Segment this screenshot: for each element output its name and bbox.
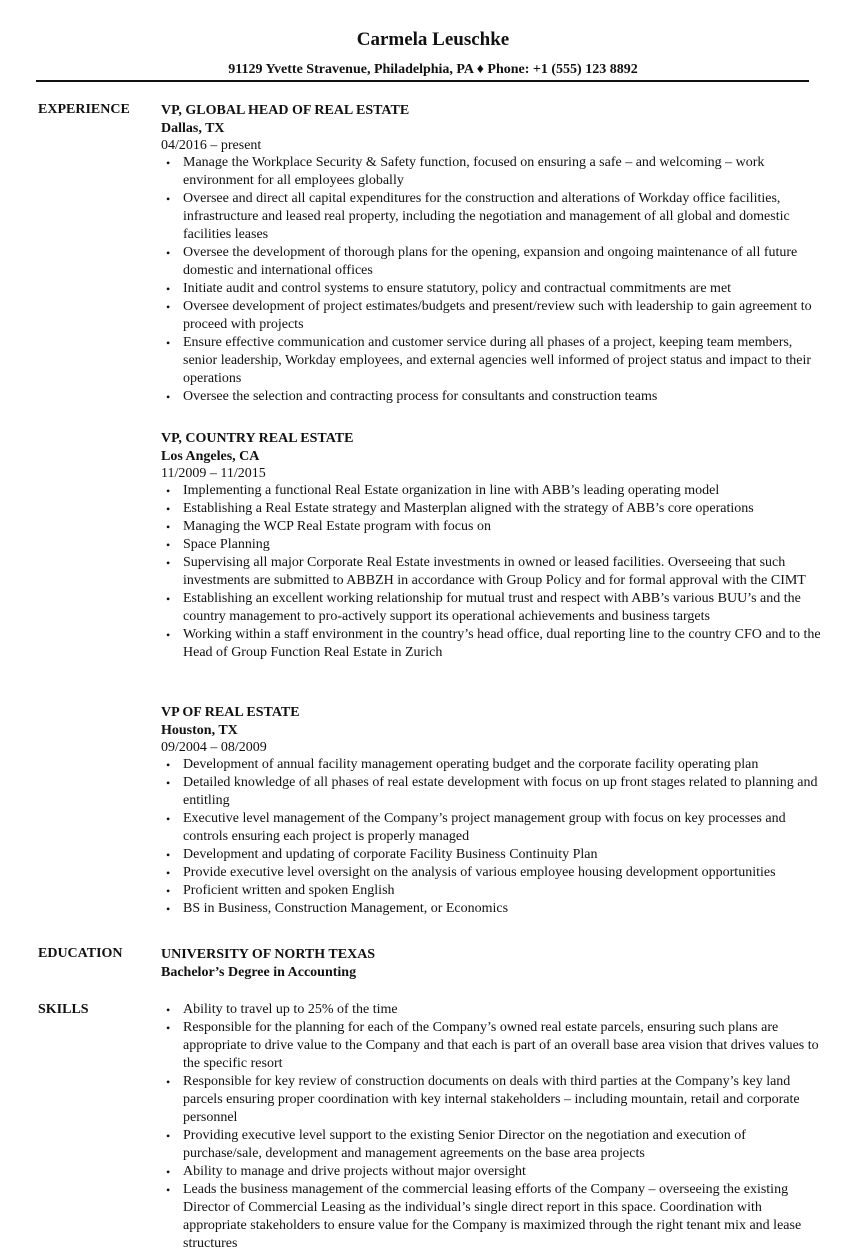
- list-item: • Ensure effective communication and customer service during all phases of a project, keeping team members, senior leadership, Workday employees, and external agencies well informed of project status and impact to their operations: [161, 334, 821, 388]
- list-item: • Oversee the selection and contracting process for consultants and construction teams: [161, 388, 821, 406]
- job-bullets: [161, 756, 821, 918]
- list-item: • Managing the WCP Real Estate program with focus on: [161, 518, 821, 536]
- list-item: • Ability to manage and drive projects without major oversight: [161, 1163, 821, 1181]
- list-item: • Oversee development of project estimates/budgets and present/review such with leadership to gain agreement to proceed with projects: [161, 298, 821, 334]
- list-item: • Responsible for the planning for each of the Company’s owned real estate parcels, ensuring such plans are appropriate to drive value to the Company and that each is part of an overall base area vision that drives values to the specific resort: [161, 1019, 821, 1073]
- job-title: VP OF REAL ESTATE: [161, 705, 300, 720]
- degree-name: Bachelor’s Degree in Accounting: [161, 965, 357, 980]
- school-name: UNIVERSITY OF NORTH TEXAS: [161, 947, 376, 962]
- job-entry-2: [161, 430, 821, 662]
- list-item: • Responsible for key review of construction documents on deals with third parties at the Company’s key land parcels ensuring proper coordination with key internal stakeholders – including mountain, retail and corporate personnel: [161, 1073, 821, 1127]
- job-bullets: [161, 154, 821, 406]
- education-entry: [161, 946, 821, 982]
- job-entry-3: [161, 704, 821, 918]
- job-dates: 11/2009 – 11/2015: [161, 466, 266, 481]
- header-divider: [36, 80, 809, 82]
- list-item: • Manage the Workplace Security & Safety function, focused on ensuring a safe – and welcoming – work environment for all employees globally: [161, 154, 821, 190]
- section-label-education: EDUCATION: [38, 946, 123, 961]
- skills-list: [161, 1001, 821, 1253]
- list-item: • Detailed knowledge of all phases of real estate development with focus on up front stages related to planning and entitling: [161, 774, 821, 810]
- job-dates: 04/2016 – present: [161, 138, 262, 153]
- list-item: • Supervising all major Corporate Real Estate investments in owned or leased facilities. Overseeing that such investments are submitted to ABBZH in accordance with Group Policy and for formal approval with the CIMT: [161, 554, 821, 590]
- job-bullets: [161, 482, 821, 662]
- list-item: • Executive level management of the Company’s project management group with focus on key processes and controls ensuring each project is properly managed: [161, 810, 821, 846]
- list-item: • Space Planning: [161, 536, 821, 554]
- section-label-experience: EXPERIENCE: [38, 102, 130, 117]
- job-location: Los Angeles, CA: [161, 449, 260, 464]
- job-location: Houston, TX: [161, 723, 238, 738]
- job-title: VP, COUNTRY REAL ESTATE: [161, 431, 354, 446]
- list-item: • Ability to travel up to 25% of the time: [161, 1001, 821, 1019]
- list-item: • BS in Business, Construction Management, or Economics: [161, 900, 821, 918]
- contact-line: 91129 Yvette Stravenue, Philadelphia, PA ♦ Phone: +1 (555) 123 8892: [228, 62, 638, 77]
- list-item: • Oversee the development of thorough plans for the opening, expansion and ongoing maintenance of all future domestic and international offices: [161, 244, 821, 280]
- list-item: • Proficient written and spoken English: [161, 882, 821, 900]
- job-location: Dallas, TX: [161, 121, 225, 136]
- list-item: • Implementing a functional Real Estate organization in line with ABB’s leading operating model: [161, 482, 821, 500]
- list-item: • Initiate audit and control systems to ensure statutory, policy and contractual commitments are met: [161, 280, 821, 298]
- list-item: • Establishing a Real Estate strategy and Masterplan aligned with the strategy of ABB’s core operations: [161, 500, 821, 518]
- list-item: • Establishing an excellent working relationship for mutual trust and respect with ABB’s various BUU’s and the country management to pro-actively support its operational achievements and business targets: [161, 590, 821, 626]
- list-item: • Development and updating of corporate Facility Business Continuity Plan: [161, 846, 821, 864]
- list-item: • Provide executive level oversight on the analysis of various employee housing development opportunities: [161, 864, 821, 882]
- job-title: VP, GLOBAL HEAD OF REAL ESTATE: [161, 103, 410, 118]
- candidate-name: Carmela Leuschke: [356, 29, 510, 50]
- job-entry-1: [161, 102, 821, 406]
- list-item: • Oversee and direct all capital expenditures for the construction and alterations of Workday office facilities, infrastructure and leased real property, including the negotiation and management of all global and domestic facilities leases: [161, 190, 821, 244]
- list-item: • Providing executive level support to the existing Senior Director on the negotiation and execution of purchase/sale, development and management agreements on the base area projects: [161, 1127, 821, 1163]
- section-label-skills: SKILLS: [38, 1002, 89, 1017]
- list-item: • Development of annual facility management operating budget and the corporate facility operating plan: [161, 756, 821, 774]
- list-item: • Leads the business management of the commercial leasing efforts of the Company – overseeing the existing Director of Commercial Leasing as the individual’s single direct report in this space. Coordination with appropriate stakeholders to ensure value for the Company is maximized through the right tenant mix and lease structures: [161, 1181, 821, 1253]
- skills-list-container: [161, 1001, 821, 1253]
- list-item: • Working within a staff environment in the country’s head office, dual reporting line to the country CFO and to the Head of Group Function Real Estate in Zurich: [161, 626, 821, 662]
- job-dates: 09/2004 – 08/2009: [161, 740, 267, 755]
